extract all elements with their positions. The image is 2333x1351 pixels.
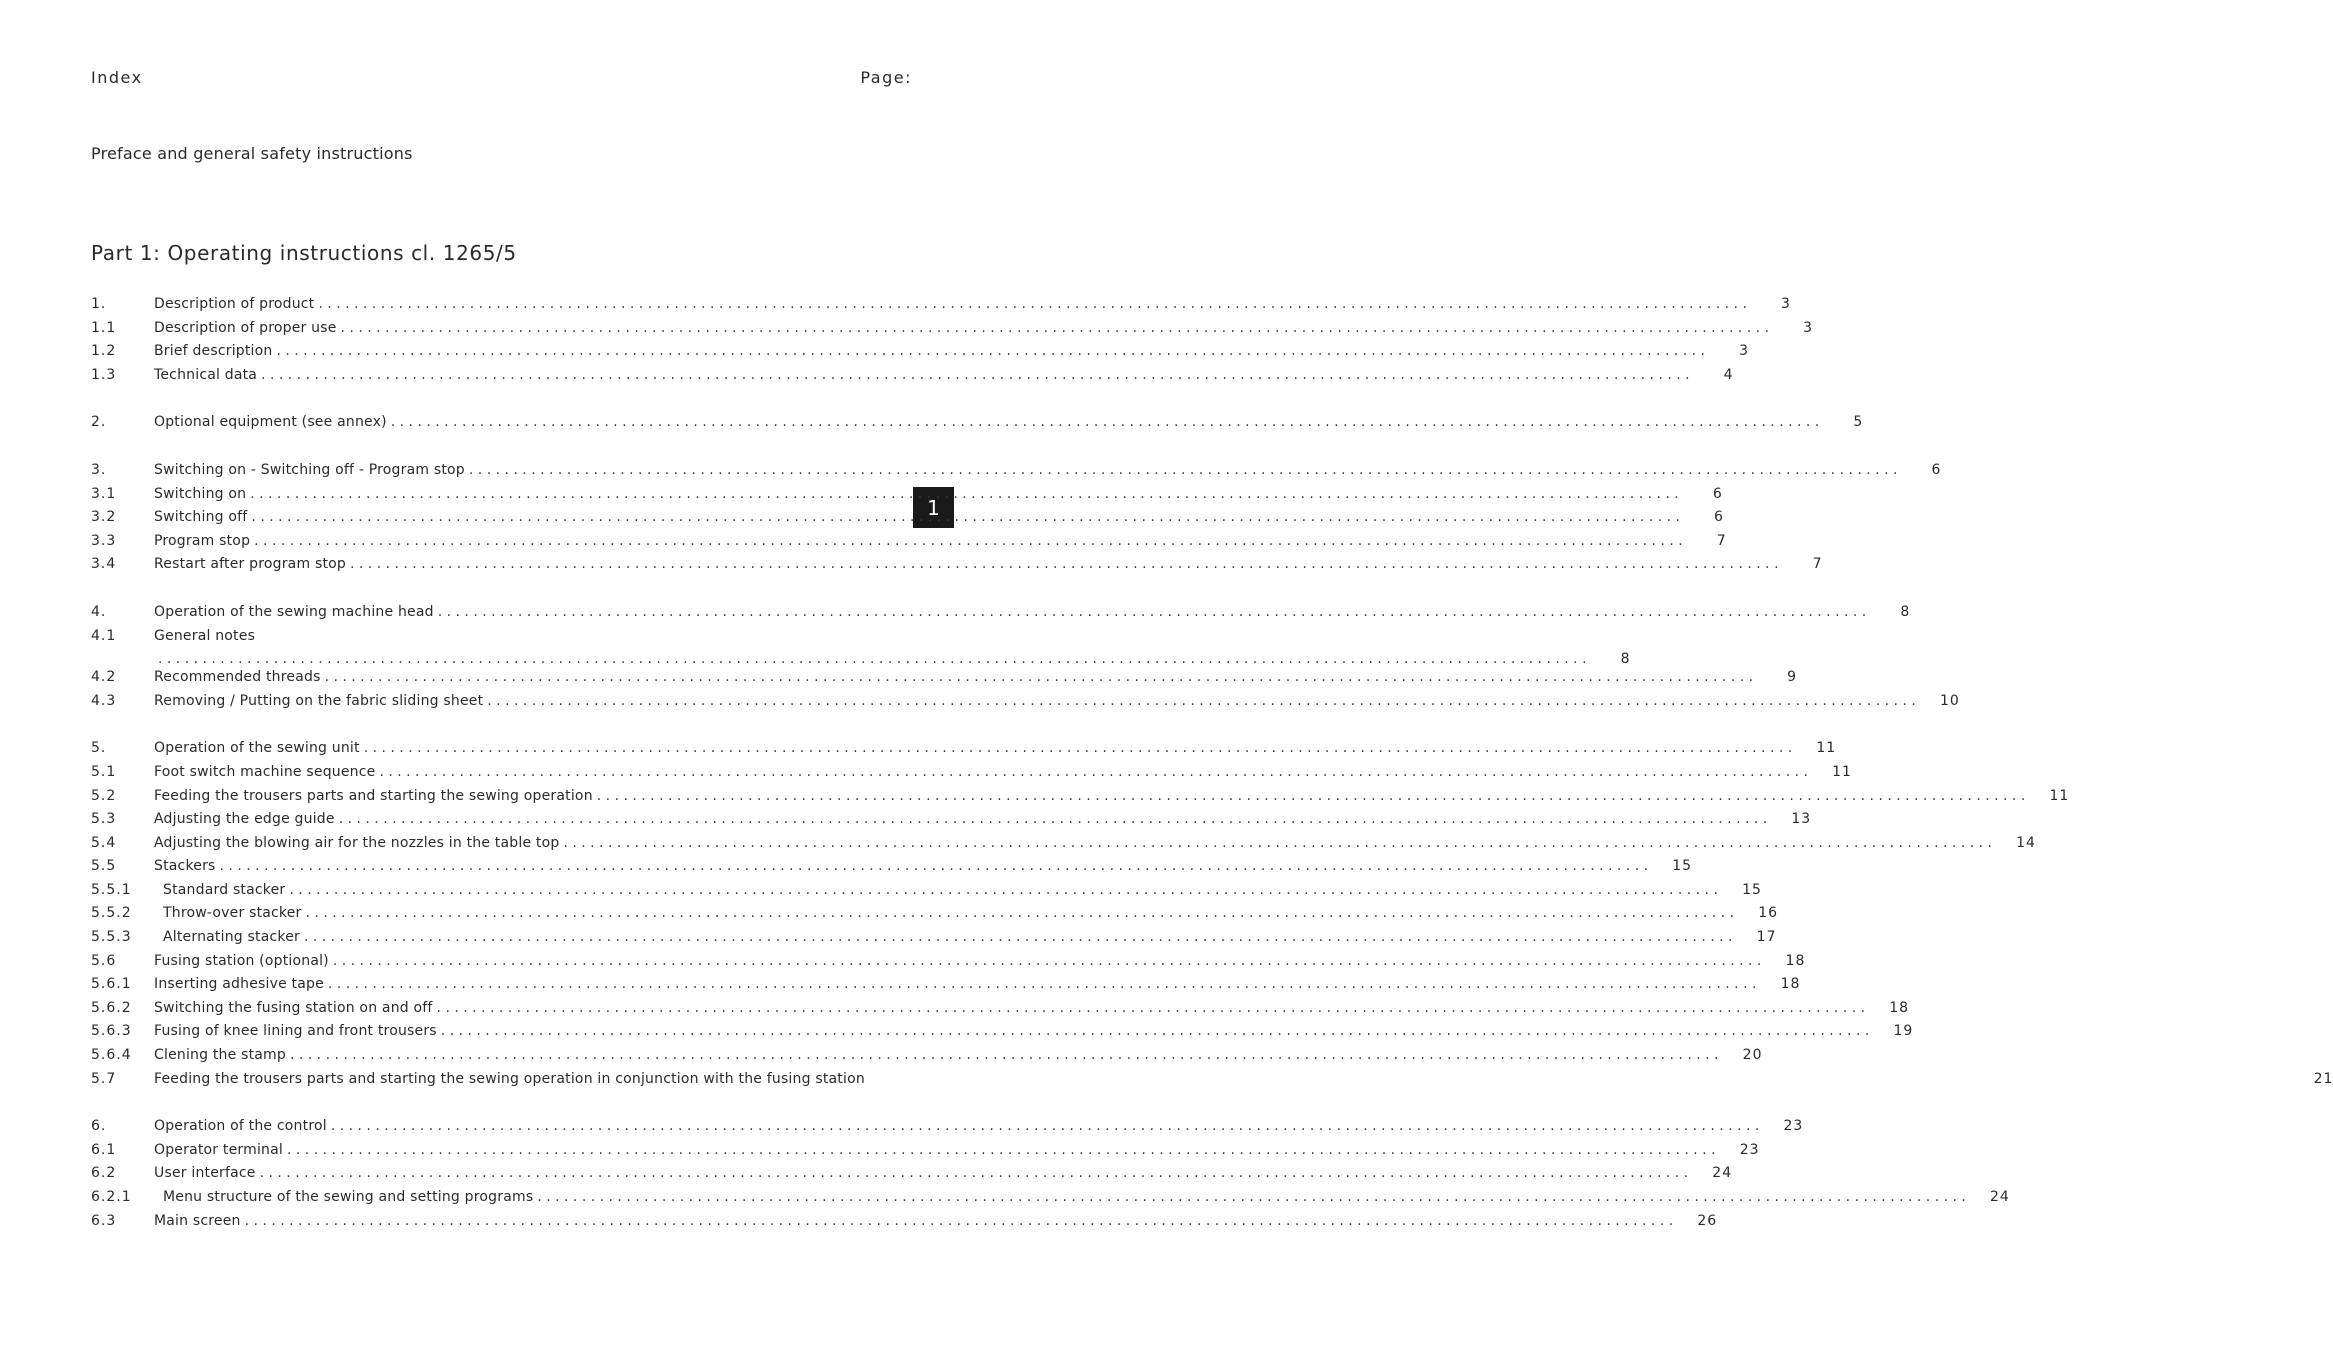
toc-entry-number: 3. — [91, 461, 107, 478]
toc-entry[interactable] — [91, 483, 1723, 507]
toc-entry-title: Switching on — [154, 485, 247, 502]
toc-entry-page: 16 — [1758, 905, 1779, 922]
toc-entry-number: 1.3 — [91, 366, 117, 383]
toc-dot-leader — [375, 761, 1812, 785]
toc-entry-continuation — [91, 648, 1631, 668]
section-gap — [91, 713, 909, 737]
toc-dot-leader — [533, 1186, 1970, 1210]
toc-entry-number: 4.3 — [91, 692, 117, 709]
toc-entry-title: Adjusting the blowing air for the nozzles in the table top — [154, 834, 560, 851]
section-gap — [91, 435, 909, 459]
toc-dot-leader — [246, 483, 1683, 507]
toc-entry-title: Removing / Putting on the fabric sliding sheet — [154, 692, 484, 709]
toc-entry[interactable] — [91, 785, 2070, 809]
toc-dot-leader — [360, 737, 1797, 761]
toc-entry-page: 10 — [1939, 692, 1960, 709]
toc-entry-title: User interface — [154, 1165, 256, 1182]
toc-entry-number: 5.2 — [91, 787, 117, 804]
toc-dot-leader — [483, 690, 1920, 714]
toc-entry-page: 11 — [1832, 763, 1852, 780]
toc-dot-leader — [387, 411, 1824, 435]
toc-entry-number: 5.6 — [91, 952, 117, 969]
toc-entry[interactable] — [91, 832, 2036, 856]
toc-entry-title: Adjusting the edge guide — [154, 811, 335, 828]
toc-dot-leader — [285, 879, 1722, 903]
toc-entry-number: 6.2.1 — [91, 1189, 132, 1205]
toc-dot-leader — [465, 459, 1902, 483]
toc-dot-leader — [559, 832, 1996, 856]
toc-entry-title: Operation of the control — [154, 1118, 327, 1135]
toc-entry-title: Brief description — [154, 343, 273, 360]
toc-entry-title: Description of product — [154, 296, 315, 312]
toc-entry-number: 5.4 — [91, 834, 117, 851]
toc-entry-title: Operation of the sewing unit — [154, 740, 360, 757]
toc-entry[interactable] — [91, 1020, 1914, 1044]
toc-entry[interactable] — [91, 553, 1823, 577]
toc-entry-page: 13 — [1791, 811, 1812, 828]
toc-entry-title: Inserting adhesive tape — [154, 976, 324, 993]
toc-entry-page: 14 — [2016, 834, 2036, 851]
toc-entry-number: 1.2 — [91, 343, 117, 360]
toc-entry-page: 5 — [1853, 414, 1864, 431]
toc-entry[interactable] — [91, 855, 1693, 879]
toc-dot-leader — [327, 1115, 1764, 1139]
toc-entry-number: 2. — [91, 414, 107, 431]
toc-entry-number: 5.7 — [91, 1070, 117, 1087]
toc-entry[interactable] — [91, 808, 1812, 832]
toc-entry-title: Recommended threads — [154, 669, 321, 686]
toc-entry-page: 6 — [1714, 509, 1724, 526]
toc-entry-title: Operator terminal — [154, 1141, 283, 1158]
toc-entry-title: Technical data — [154, 366, 258, 383]
toc-entry-page: 23 — [1783, 1118, 1804, 1135]
toc-dot-leader — [314, 293, 1751, 317]
part-title: Part 1: Operating instructions cl. 1265/5 — [91, 241, 517, 265]
toc-entry-page: 15 — [1742, 881, 1762, 898]
toc-entry-number: 4.2 — [91, 669, 117, 686]
toc-entry[interactable] — [91, 317, 1814, 341]
toc-entry[interactable] — [91, 340, 1749, 364]
toc-entry-title: Standard stacker — [163, 881, 286, 898]
toc-entry[interactable] — [91, 1162, 1733, 1186]
toc-entry-number: 4. — [91, 603, 107, 620]
toc-dot-leader — [324, 973, 1761, 997]
toc-entry[interactable] — [91, 666, 1798, 690]
toc-dot-leader — [241, 1210, 1678, 1234]
toc-entry-number: 1. — [91, 296, 107, 312]
toc-entry[interactable] — [91, 364, 1734, 388]
toc-entry-title: Throw-over stacker — [163, 905, 302, 922]
toc-entry-page: 11 — [2049, 787, 2070, 804]
toc-dot-leader — [335, 808, 1772, 832]
table-of-contents — [91, 293, 2333, 1233]
toc-entry-title: Feeding the trousers parts and starting the sewing operation in conjunction with the fusing station — [154, 1070, 865, 1087]
section-gap — [91, 387, 909, 411]
toc-dot-leader — [286, 1044, 1723, 1068]
toc-entry-page: 18 — [1780, 976, 1801, 993]
toc-entry-number: 6.1 — [91, 1141, 117, 1158]
toc-entry-page: 6 — [1712, 485, 1723, 502]
toc-entry-number: 6. — [91, 1118, 107, 1135]
toc-entry-title: Clening the stamp — [154, 1047, 286, 1064]
toc-entry-title: Feeding the trousers parts and starting the sewing operation — [154, 787, 593, 804]
toc-entry-title: Fusing station (optional) — [154, 952, 329, 969]
toc-dot-leader — [321, 666, 1758, 690]
toc-entry-page: 19 — [1893, 1023, 1914, 1040]
toc-entry-page: 17 — [1756, 929, 1777, 946]
toc-entry-title: Alternating stacker — [163, 929, 300, 946]
toc-entry[interactable] — [91, 1044, 1763, 1068]
toc-dot-leader — [329, 950, 1766, 974]
toc-dot-leader — [337, 317, 1774, 341]
toc-entry-page: 4 — [1723, 366, 1734, 383]
toc-entry-number: 3.1 — [91, 485, 117, 502]
toc-entry-page: 8 — [1900, 603, 1911, 620]
toc-dot-leader — [302, 902, 1739, 926]
index-heading: Index — [91, 68, 143, 87]
toc-entry-page: 18 — [1785, 952, 1806, 969]
toc-entry-number: 5.1 — [91, 763, 117, 780]
toc-entry-number: 5.5 — [91, 858, 117, 875]
toc-dot-leader — [346, 553, 1783, 577]
toc-entry-number: 5.6.1 — [91, 976, 132, 993]
toc-entry-number: 5.6.3 — [91, 1023, 132, 1040]
toc-entry-title: Main screen — [154, 1212, 241, 1229]
toc-entry-title: Switching off — [154, 509, 248, 526]
page-column-heading: Page: — [860, 68, 912, 87]
toc-entry-number: 5.5.1 — [91, 881, 132, 898]
preface-heading: Preface and general safety instructions — [91, 144, 413, 163]
toc-entry[interactable] — [91, 1068, 2333, 1092]
toc-dot-leader — [434, 601, 1871, 625]
toc-entry-title: Switching on - Switching off - Program stop — [154, 461, 465, 478]
toc-entry[interactable] — [91, 950, 1806, 974]
toc-entry-number: 3.3 — [91, 532, 117, 549]
toc-entry[interactable] — [91, 761, 1852, 785]
toc-entry-title: Stackers — [154, 858, 216, 875]
toc-entry-page: 9 — [1787, 669, 1798, 686]
toc-entry-title: Restart after program stop — [154, 556, 346, 573]
toc-entry[interactable] — [91, 1210, 1718, 1234]
toc-entry-number: 5.3 — [91, 811, 117, 828]
toc-entry-number: 5.6.2 — [91, 999, 132, 1016]
toc-entry[interactable] — [91, 1115, 1804, 1139]
toc-entry-title: Menu structure of the sewing and setting programs — [163, 1189, 534, 1205]
toc-entry-title: Description of proper use — [154, 319, 337, 336]
toc-entry[interactable] — [91, 506, 1724, 530]
toc-entry-page: 8 — [1620, 651, 1631, 668]
toc-dot-leader — [247, 506, 1684, 530]
toc-entry-page: 3 — [1739, 343, 1749, 360]
toc-entry-page: 7 — [1812, 556, 1823, 573]
toc-entry-page: 20 — [1742, 1047, 1763, 1064]
toc-entry-page: 3 — [1803, 319, 1814, 336]
toc-entry[interactable] — [91, 411, 1864, 435]
toc-dot-leader — [216, 855, 1653, 879]
toc-entry-page: 11 — [1816, 740, 1837, 757]
toc-entry-title: Foot switch machine sequence — [154, 763, 376, 780]
toc-entry-number: 3.2 — [91, 509, 117, 526]
toc-entry[interactable] — [91, 1186, 2010, 1210]
toc-entry[interactable] — [91, 879, 1762, 903]
toc-entry[interactable] — [91, 625, 909, 649]
toc-dot-leader — [300, 926, 1737, 950]
toc-entry-number: 5. — [91, 740, 107, 757]
toc-entry-page: 23 — [1739, 1141, 1760, 1158]
toc-entry-page: 24 — [1712, 1165, 1733, 1182]
toc-entry[interactable] — [91, 973, 1801, 997]
toc-dot-leader — [250, 530, 1687, 554]
toc-entry-title: Program stop — [154, 532, 251, 549]
section-gap — [91, 577, 909, 601]
toc-entry-page: 7 — [1716, 532, 1727, 549]
toc-entry-title: Switching the fusing station on and off — [154, 999, 433, 1016]
toc-entry-title: General notes — [154, 627, 256, 644]
toc-entry[interactable] — [91, 926, 1777, 950]
chapter-tab: 1 — [913, 487, 954, 528]
toc-dot-leader — [283, 1139, 1720, 1163]
toc-entry-number: 4.1 — [91, 627, 117, 644]
toc-entry-page: 18 — [1889, 999, 1910, 1016]
toc-dot-leader — [437, 1020, 1874, 1044]
toc-entry-number: 3.4 — [91, 556, 117, 573]
toc-entry-number: 6.2 — [91, 1165, 117, 1182]
toc-entry-number: 5.5.3 — [91, 929, 132, 946]
toc-entry[interactable] — [91, 997, 1910, 1021]
toc-entry-number: 6.3 — [91, 1212, 117, 1229]
toc-dot-leader — [257, 364, 1694, 388]
toc-entry-page: 6 — [1931, 461, 1942, 478]
toc-entry[interactable] — [91, 1139, 1760, 1163]
toc-entry[interactable] — [91, 530, 1727, 554]
toc-entry-title: Fusing of knee lining and front trousers — [154, 1023, 437, 1040]
toc-entry-number: 5.5.2 — [91, 905, 132, 922]
toc-dot-leader — [272, 340, 1709, 364]
toc-entry-page: 3 — [1780, 296, 1791, 312]
toc-entry-page: 26 — [1697, 1212, 1718, 1229]
section-gap — [91, 1091, 909, 1115]
toc-entry[interactable] — [91, 690, 1960, 714]
toc-entry[interactable] — [91, 601, 1911, 625]
toc-entry[interactable] — [91, 293, 1791, 317]
toc-entry-page: 21 — [2313, 1070, 2333, 1087]
toc-entry-page: 15 — [1672, 858, 1693, 875]
toc-entry-number: 1.1 — [91, 319, 117, 336]
toc-entry-title: Optional equipment (see annex) — [154, 414, 387, 431]
toc-dot-leader — [433, 997, 1870, 1021]
toc-dot-leader — [593, 785, 2030, 809]
toc-entry[interactable] — [91, 902, 1779, 926]
toc-entry-title: Operation of the sewing machine head — [154, 603, 434, 620]
toc-dot-leader — [256, 1162, 1693, 1186]
toc-entry[interactable] — [91, 737, 1837, 761]
toc-entry-number: 5.6.4 — [91, 1047, 132, 1064]
toc-entry-page: 24 — [1990, 1189, 2010, 1205]
toc-entry[interactable] — [91, 459, 1942, 483]
